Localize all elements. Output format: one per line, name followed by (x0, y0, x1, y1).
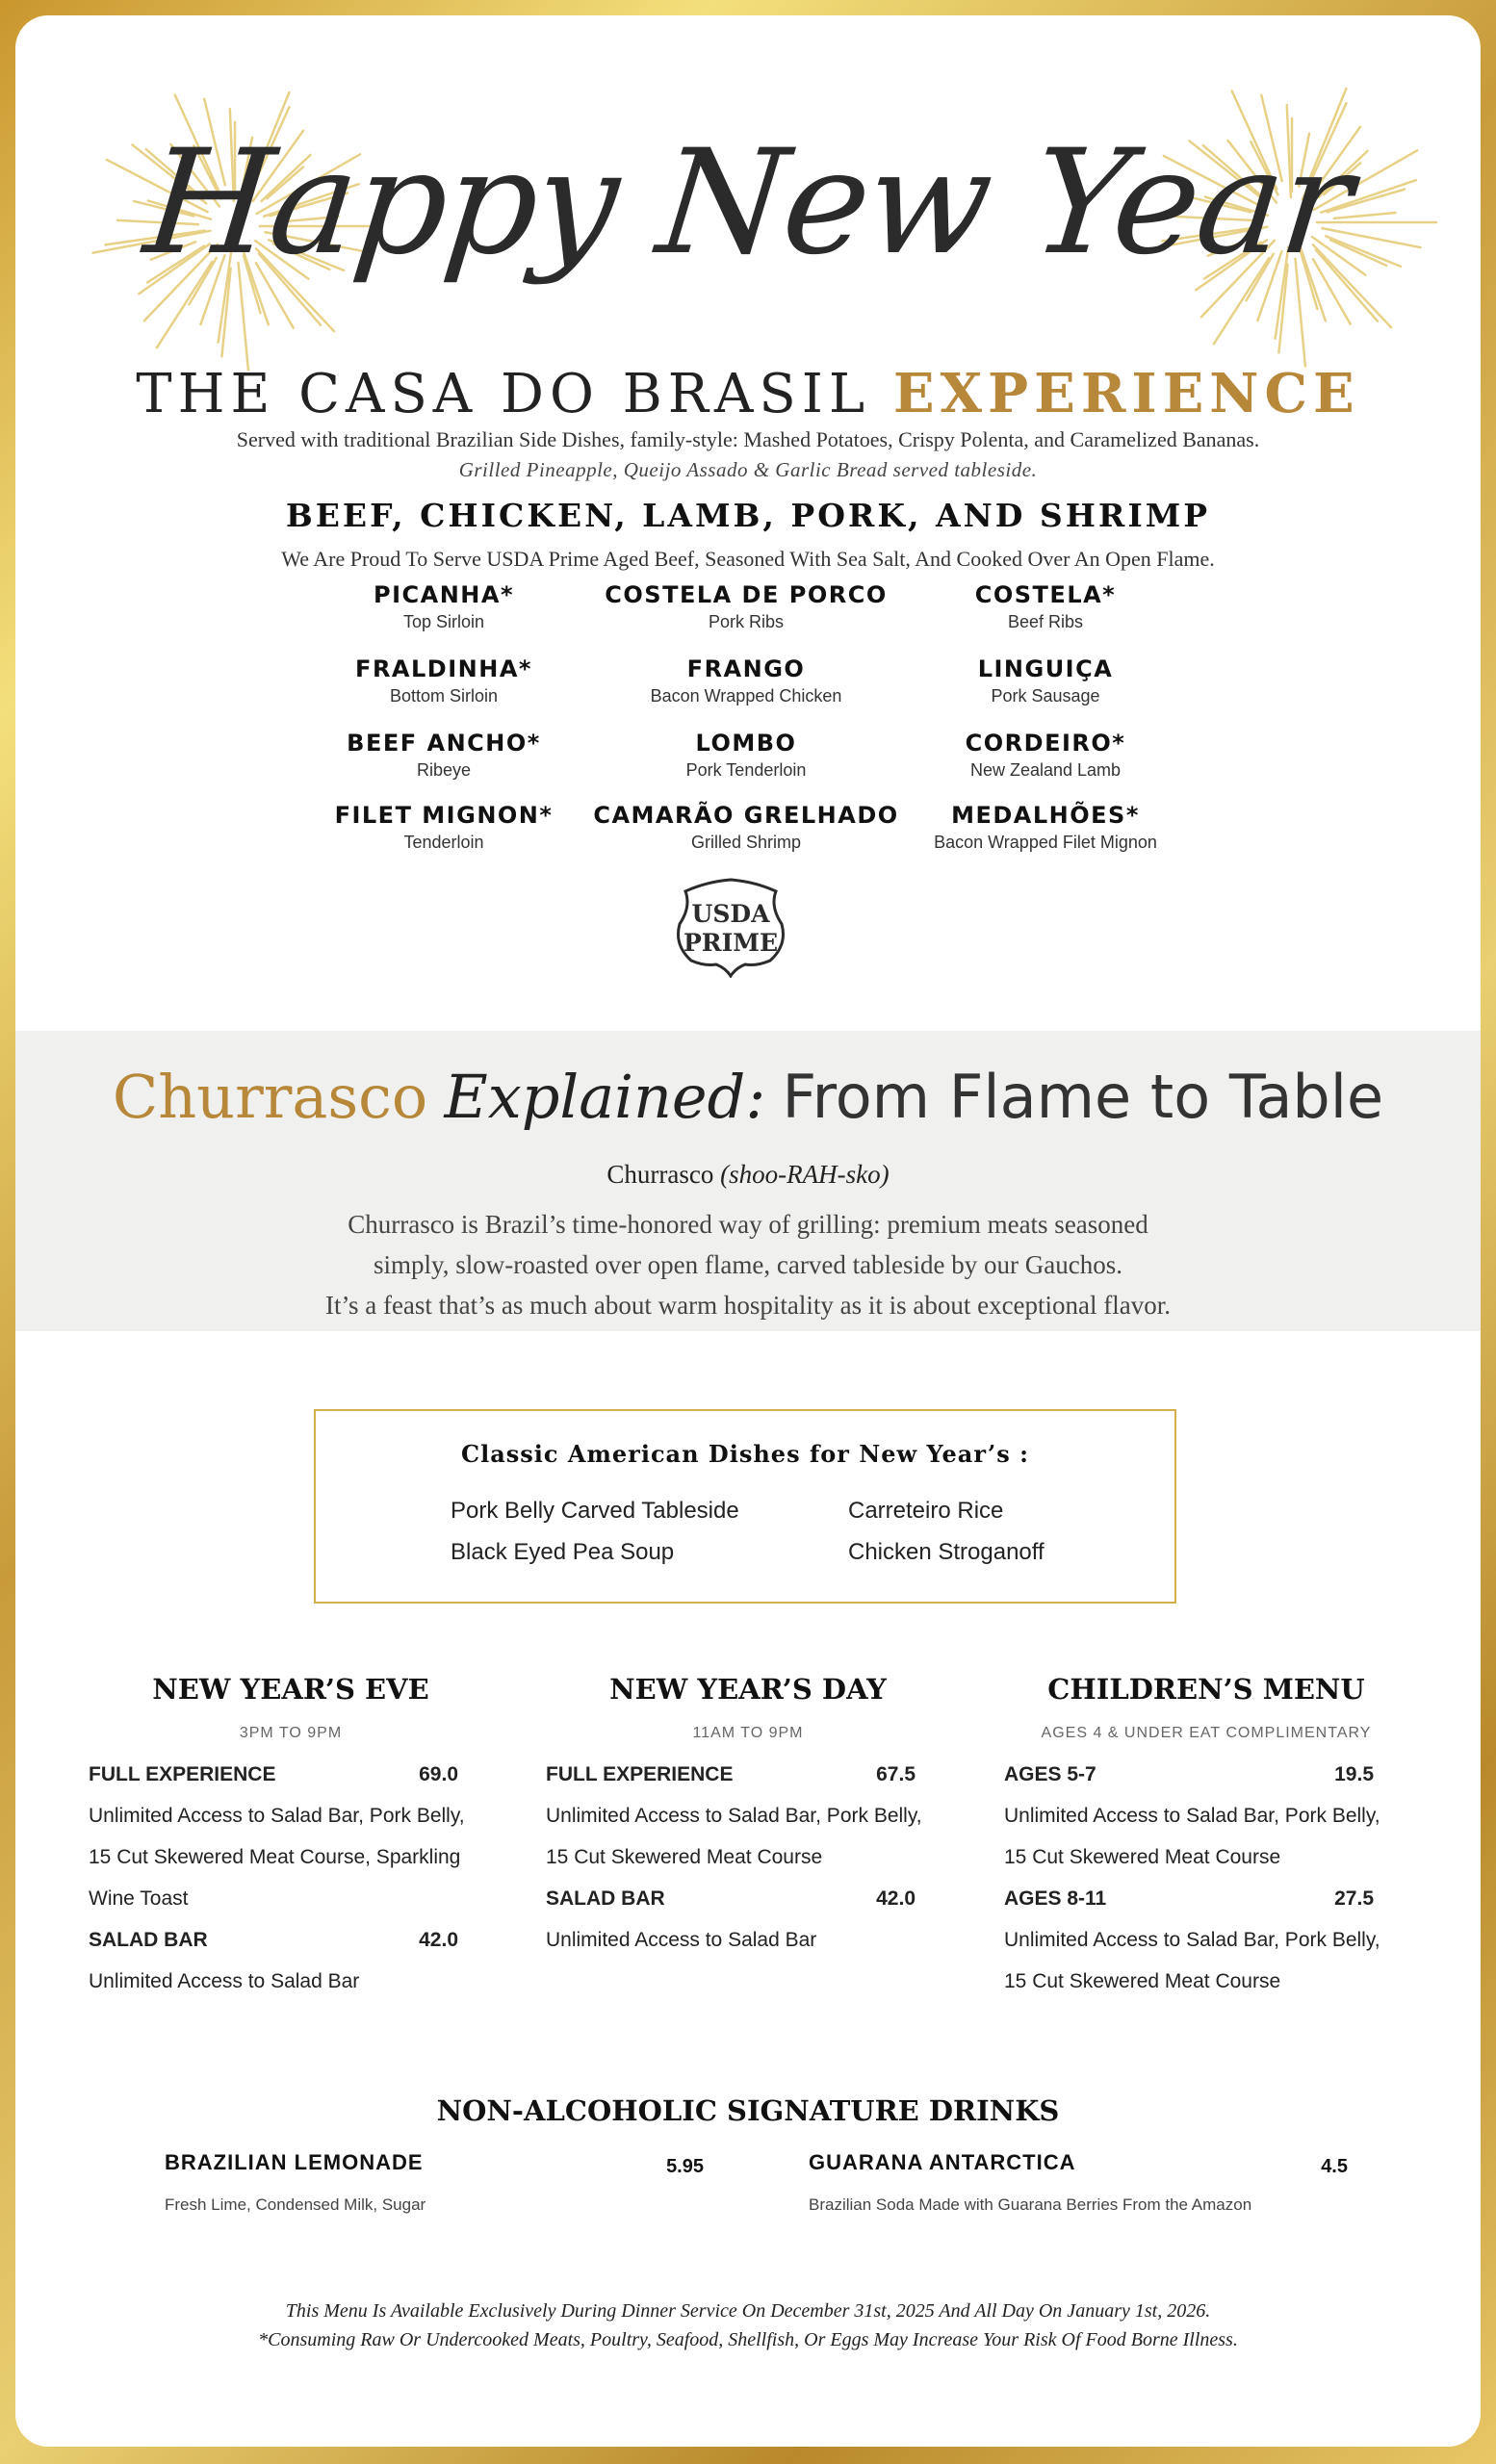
cut-name: FILET MIGNON* (334, 802, 554, 829)
cut-desc: Pork Tenderloin (685, 760, 807, 780)
cut-desc: Bottom Sirloin (389, 686, 499, 706)
drink-name: BRAZILIAN LEMONADE (165, 2150, 424, 2174)
meat-cut (290, 655, 598, 706)
churrasco-title-italic: Explained: (444, 1062, 766, 1132)
classic-dishes-box (314, 1409, 1176, 1604)
drink-item (165, 2150, 704, 2215)
hours: AGES 4 & UNDER EAT COMPLIMENTARY (1041, 1725, 1372, 1741)
price-desc: Wine Toast (89, 1887, 189, 1910)
footer-notes (15, 2297, 1481, 2354)
drink-price: 5.95 (666, 2156, 704, 2177)
drink-desc: Brazilian Soda Made with Guarana Berries From the Amazon (809, 2195, 1252, 2214)
cut-name: PICANHA* (373, 581, 514, 608)
meat-cut (891, 802, 1199, 853)
meats-heading: BEEF, CHICKEN, LAMB, PORK, AND SHRIMP (285, 497, 1211, 534)
price-row (546, 1878, 950, 1919)
footer-line: *Consuming Raw Or Undercooked Meats, Poultry, Seafood, Shellfish, Or Eggs May Increase Your Risk Of Food Borne Illness. (258, 2329, 1238, 2350)
price-rows (89, 1754, 493, 2002)
footer-line: This Menu Is Available Exclusively During Dinner Service On December 31st, 2025 And All Day On January 1st, 2026. (285, 2300, 1211, 2322)
pronunciation-guide: (shoo-RAH-sko) (720, 1160, 890, 1189)
cut-name: FRALDINHA* (355, 655, 532, 682)
list-item: Pork Belly Carved Tableside (451, 1498, 739, 1524)
price-row (546, 1754, 950, 1795)
drink-row (165, 2150, 704, 2178)
price-value: 42.0 (876, 1887, 916, 1910)
price-desc: 15 Cut Skewered Meat Course (1004, 1846, 1281, 1868)
cut-desc: Pork Ribs (708, 612, 785, 631)
column-heading: CHILDREN’S MENU (1047, 1673, 1365, 1706)
meat-cut (290, 802, 598, 853)
price-desc: 15 Cut Skewered Meat Course (1004, 1970, 1281, 1992)
cut-desc: Pork Sausage (991, 686, 1100, 706)
meats-subheading: We Are Proud To Serve USDA Prime Aged Beef, Seasoned With Sea Salt, And Cooked Over An Open Flame. (281, 547, 1215, 571)
meat-cut (891, 730, 1199, 781)
cut-desc: Bacon Wrapped Filet Mignon (934, 833, 1157, 852)
churrasco-body (15, 1204, 1481, 1325)
usda-prime-badge-icon (668, 878, 793, 978)
price-desc: 15 Cut Skewered Meat Course, Sparkling (89, 1846, 461, 1868)
pronunciation (15, 1160, 1481, 1190)
cut-desc: Grilled Shrimp (690, 833, 802, 852)
list-item: Carreteiro Rice (848, 1498, 1004, 1524)
churrasco-title-gold: Churrasco (112, 1062, 428, 1132)
cut-desc: New Zealand Lamb (969, 760, 1122, 780)
body-line: Churrasco is Brazil’s time-honored way of grilling: premium meats seasoned (348, 1210, 1148, 1239)
drink-item (809, 2150, 1348, 2215)
price-row (89, 1919, 493, 1961)
churrasco-title (15, 1062, 1481, 1132)
price-desc: Unlimited Access to Salad Bar, Pork Belly, (1004, 1929, 1380, 1951)
cut-desc: Tenderloin (403, 833, 484, 852)
meat-cut (290, 730, 598, 781)
badge-line2: PRIME (684, 929, 778, 957)
price-value: 27.5 (1334, 1887, 1374, 1910)
tableside-line: Grilled Pineapple, Queijo Assado & Garlic Bread served tableside. (458, 458, 1038, 481)
body-line: It’s a feast that’s as much about warm hospitality as it is about exceptional flavor. (324, 1291, 1172, 1320)
menu-card (15, 15, 1481, 2447)
classic-title: Classic American Dishes for New Year’s : (461, 1440, 1029, 1468)
churrasco-title-rest: From Flame to Table (782, 1062, 1384, 1132)
column-heading: NEW YEAR’S DAY (609, 1673, 887, 1706)
column-heading: NEW YEAR’S EVE (152, 1673, 429, 1706)
meat-cut (891, 655, 1199, 706)
drink-row (809, 2150, 1348, 2178)
meat-cut (290, 581, 598, 632)
price-desc: Unlimited Access to Salad Bar, Pork Belly, (89, 1805, 465, 1827)
price-row (89, 1754, 493, 1795)
price-desc: Unlimited Access to Salad Bar (546, 1929, 817, 1951)
cut-desc: Bacon Wrapped Chicken (650, 686, 842, 706)
body-line: simply, slow-roasted over open flame, carved tableside by our Gauchos. (373, 1250, 1123, 1279)
meat-cut (592, 802, 900, 853)
list-item: Chicken Stroganoff (848, 1539, 1045, 1565)
cut-name: COSTELA DE PORCO (605, 581, 888, 608)
hours: 3PM TO 9PM (239, 1725, 343, 1741)
price-value: 42.0 (419, 1929, 458, 1951)
cut-name: COSTELA* (974, 581, 1117, 608)
cut-name: FRANGO (686, 655, 806, 682)
price-rows (546, 1754, 950, 1961)
meat-cut (891, 581, 1199, 632)
price-label: AGES 8-11 (1004, 1887, 1107, 1910)
drink-price: 4.5 (1321, 2156, 1348, 2177)
drink-desc: Fresh Lime, Condensed Milk, Sugar (165, 2195, 426, 2214)
cut-name: LOMBO (695, 730, 797, 757)
cut-desc: Ribeye (416, 760, 472, 780)
cut-desc: Top Sirloin (402, 612, 485, 631)
price-label: SALAD BAR (546, 1887, 665, 1910)
price-value: 69.0 (419, 1763, 458, 1785)
cut-name: CAMARÃO GRELHADO (593, 802, 899, 829)
list-item: Black Eyed Pea Soup (451, 1539, 675, 1565)
meat-cut (592, 730, 900, 781)
price-desc: 15 Cut Skewered Meat Course (546, 1846, 823, 1868)
sides-line: Served with traditional Brazilian Side Dishes, family-style: Mashed Potatoes, Crispy Polenta, and Caramelized Bananas. (236, 427, 1260, 451)
title-accent: EXPERIENCE (892, 362, 1360, 425)
price-value: 67.5 (876, 1763, 916, 1785)
price-label: AGES 5-7 (1004, 1763, 1096, 1785)
greeting-script: Happy New Year (138, 119, 1358, 287)
meat-cut (592, 581, 900, 632)
price-value: 19.5 (1334, 1763, 1374, 1785)
experience-title (15, 362, 1481, 425)
price-row (1004, 1878, 1408, 1919)
price-rows (1004, 1754, 1408, 2002)
price-desc: Unlimited Access to Salad Bar, Pork Belly, (1004, 1805, 1380, 1827)
new-years-eve-column (89, 1673, 493, 2002)
hours: 11AM TO 9PM (692, 1725, 804, 1741)
cut-name: MEDALHÕES* (951, 802, 1140, 829)
price-label: SALAD BAR (89, 1929, 208, 1951)
drinks-heading: NON-ALCOHOLIC SIGNATURE DRINKS (436, 2094, 1060, 2127)
badge-line1: USDA (691, 900, 770, 928)
term: Churrasco (606, 1160, 714, 1189)
meat-cut (592, 655, 900, 706)
price-desc: Unlimited Access to Salad Bar (89, 1970, 360, 1992)
cut-desc: Beef Ribs (1007, 612, 1084, 631)
churrasco-section (15, 1031, 1481, 1331)
title-main: THE CASA DO BRASIL (136, 363, 871, 425)
cut-name: LINGUIÇA (977, 655, 1114, 682)
price-desc: Unlimited Access to Salad Bar, Pork Belly, (546, 1805, 922, 1827)
price-row (1004, 1754, 1408, 1795)
price-label: FULL EXPERIENCE (546, 1763, 734, 1785)
childrens-menu-column (1004, 1673, 1408, 2002)
price-label: FULL EXPERIENCE (89, 1763, 276, 1785)
new-years-day-column (546, 1673, 950, 1961)
cut-name: BEEF ANCHO* (347, 730, 541, 757)
cut-name: CORDEIRO* (965, 730, 1126, 757)
drink-name: GUARANA ANTARCTICA (809, 2150, 1076, 2174)
